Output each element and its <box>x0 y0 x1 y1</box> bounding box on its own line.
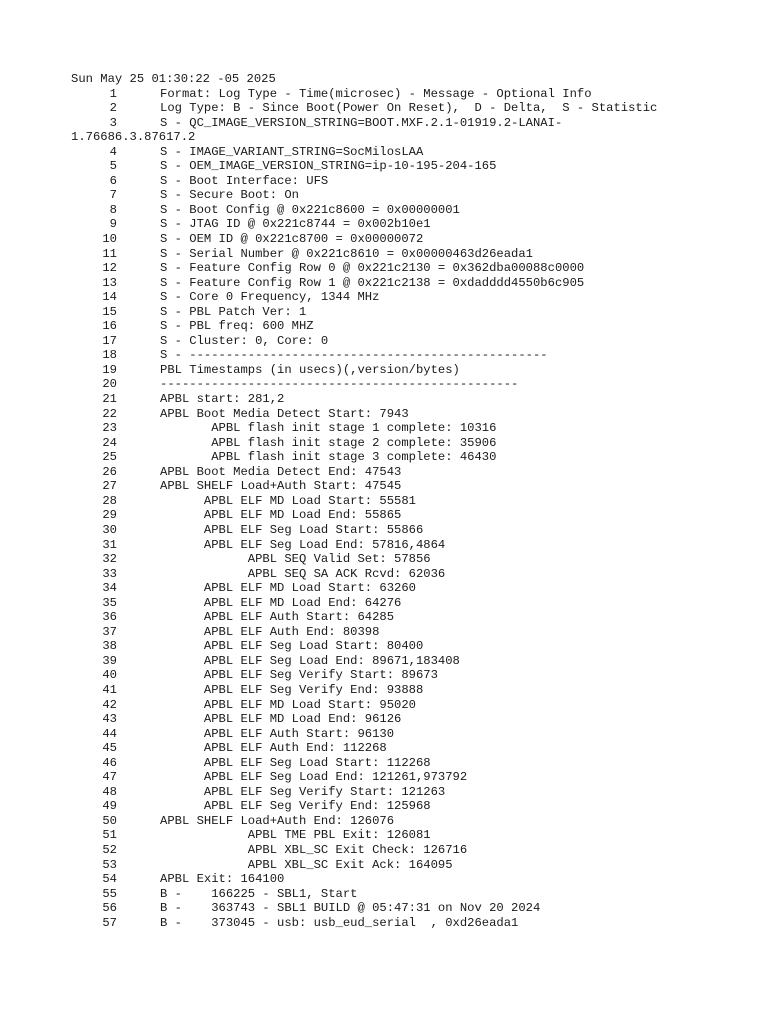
log-entry-text: APBL ELF Seg Load Start: 112268 <box>160 755 431 770</box>
log-line-continuation <box>71 130 751 145</box>
log-entry-text: APBL Boot Media Detect Start: 7943 <box>160 406 409 421</box>
log-entry-text: S - PBL Patch Ver: 1 <box>160 304 307 319</box>
log-entry-text: APBL TME PBL Exit: 126081 <box>160 828 431 843</box>
log-line <box>71 334 751 349</box>
line-number: 6 <box>109 173 117 188</box>
log-line <box>71 377 751 392</box>
log-line <box>71 538 751 553</box>
log-entry-text: APBL ELF Auth End: 112268 <box>160 741 387 756</box>
line-number: 50 <box>102 813 117 828</box>
log-line <box>71 436 751 451</box>
log-entry-text: Format: Log Type - Time(microsec) - Message - Optional Info <box>160 86 592 101</box>
log-line <box>71 799 751 814</box>
line-number: 14 <box>102 290 117 305</box>
log-line <box>71 217 751 232</box>
log-entry-text: APBL SEQ SA ACK Rcvd: 62036 <box>160 566 446 581</box>
log-entry-text: APBL XBL_SC Exit Check: 126716 <box>160 842 468 857</box>
log-line <box>71 683 751 698</box>
line-number: 28 <box>102 493 117 508</box>
log-line <box>71 828 751 843</box>
log-entry-text: APBL flash init stage 2 complete: 35906 <box>160 435 497 450</box>
line-number: 34 <box>102 581 117 596</box>
log-entry-text: APBL start: 281,2 <box>160 392 285 407</box>
log-line <box>71 116 751 131</box>
line-number: 53 <box>102 857 117 872</box>
log-entry-text: APBL Exit: 164100 <box>160 872 285 887</box>
line-number: 36 <box>102 610 117 625</box>
line-number: 33 <box>102 566 117 581</box>
log-entry-text: APBL ELF Seg Load End: 121261,973792 <box>160 770 468 785</box>
log-entry-wrapped-text: 1.76686.3.87617.2 <box>71 130 196 145</box>
log-line <box>71 276 751 291</box>
line-number: 32 <box>102 552 117 567</box>
log-entry-text: S - Feature Config Row 0 @ 0x221c2130 = 0x362dba00088c0000 <box>160 261 585 276</box>
log-line <box>71 552 751 567</box>
line-number: 38 <box>102 639 117 654</box>
log-line <box>71 887 751 902</box>
log-line <box>71 727 751 742</box>
log-line <box>71 392 751 407</box>
log-entry-text: S - Boot Interface: UFS <box>160 173 329 188</box>
log-entry-text: S - Cluster: 0, Core: 0 <box>160 333 329 348</box>
log-line <box>71 596 751 611</box>
log-line <box>71 203 751 218</box>
log-line <box>71 843 751 858</box>
log-line <box>71 305 751 320</box>
log-line <box>71 87 751 102</box>
log-line <box>71 247 751 262</box>
log-entry-text: S - Serial Number @ 0x221c8610 = 0x00000463d26eada1 <box>160 246 533 261</box>
log-entry-text: APBL ELF Seg Verify Start: 121263 <box>160 784 446 799</box>
log-line <box>71 814 751 829</box>
line-number: 31 <box>102 537 117 552</box>
log-entry-text: APBL flash init stage 1 complete: 10316 <box>160 421 497 436</box>
log-line <box>71 479 751 494</box>
log-line <box>71 290 751 305</box>
log-line <box>71 523 751 538</box>
line-number: 21 <box>102 392 117 407</box>
log-line <box>71 654 751 669</box>
log-entry-text: APBL ELF MD Load Start: 55581 <box>160 493 416 508</box>
line-number: 52 <box>102 842 117 857</box>
log-entry-text: APBL ELF Auth End: 80398 <box>160 624 380 639</box>
line-number: 40 <box>102 668 117 683</box>
log-entry-text: APBL ELF MD Load Start: 95020 <box>160 697 416 712</box>
log-entry-text: Log Type: B - Since Boot(Power On Reset), D - Delta, S - Statistic <box>160 101 658 116</box>
log-line <box>71 756 751 771</box>
line-number: 7 <box>109 188 117 203</box>
log-line <box>71 625 751 640</box>
line-number: 1 <box>109 86 117 101</box>
timestamp-header: Sun May 25 01:30:22 -05 2025 <box>71 72 276 86</box>
log-entry-text: S - Feature Config Row 1 @ 0x221c2138 = 0xdadddd4550b6c905 <box>160 275 585 290</box>
line-number: 54 <box>102 872 117 887</box>
line-number: 4 <box>109 144 117 159</box>
line-number: 37 <box>102 624 117 639</box>
log-entry-text: B - 373045 - usb: usb_eud_serial , 0xd26eada1 <box>160 915 519 930</box>
line-number: 27 <box>102 479 117 494</box>
line-number: 46 <box>102 755 117 770</box>
log-entry-text: APBL SHELF Load+Auth End: 126076 <box>160 813 395 828</box>
log-line <box>71 581 751 596</box>
line-number: 29 <box>102 508 117 523</box>
line-number: 25 <box>102 450 117 465</box>
line-number: 55 <box>102 886 117 901</box>
line-number: 39 <box>102 653 117 668</box>
log-entry-text: S - OEM_IMAGE_VERSION_STRING=ip-10-195-204-165 <box>160 159 497 174</box>
log-entry-text: S - QC_IMAGE_VERSION_STRING=BOOT.MXF.2.1-01919.2-LANAI- <box>160 115 563 130</box>
log-entry-text: APBL ELF Seg Verify End: 93888 <box>160 682 424 697</box>
log-line <box>71 261 751 276</box>
log-entry-text: APBL XBL_SC Exit Ack: 164095 <box>160 857 453 872</box>
log-line <box>71 159 751 174</box>
log-entry-text: S - Secure Boot: On <box>160 188 299 203</box>
log-line <box>71 174 751 189</box>
log-line <box>71 232 751 247</box>
line-number: 9 <box>109 217 117 232</box>
log-line <box>71 421 751 436</box>
log-entry-text: S - Boot Config @ 0x221c8600 = 0x00000001 <box>160 202 460 217</box>
log-entry-text: S - Core 0 Frequency, 1344 MHz <box>160 290 380 305</box>
log-entry-text: APBL Boot Media Detect End: 47543 <box>160 464 402 479</box>
log-line <box>71 567 751 582</box>
log-line <box>71 698 751 713</box>
line-number: 15 <box>102 304 117 319</box>
log-line <box>71 363 751 378</box>
log-entry-text: APBL ELF Auth Start: 64285 <box>160 610 395 625</box>
log-line <box>71 785 751 800</box>
log-entry-text: APBL ELF Seg Load Start: 55866 <box>160 522 424 537</box>
line-number: 42 <box>102 697 117 712</box>
log-line <box>71 639 751 654</box>
line-number: 44 <box>102 726 117 741</box>
line-number: 45 <box>102 741 117 756</box>
line-number: 51 <box>102 828 117 843</box>
log-entry-text: B - 363743 - SBL1 BUILD @ 05:47:31 on Nov 20 2024 <box>160 901 541 916</box>
log-entry-text: S - OEM ID @ 0x221c8700 = 0x00000072 <box>160 232 424 247</box>
line-number: 13 <box>102 275 117 290</box>
line-number: 48 <box>102 784 117 799</box>
line-number: 2 <box>109 101 117 116</box>
log-line <box>71 508 751 523</box>
log-line <box>71 858 751 873</box>
log-entry-text: APBL ELF Seg Load End: 57816,4864 <box>160 537 446 552</box>
log-line <box>71 916 751 931</box>
log-entry-text: S - ------------------------------------------------- <box>160 348 548 363</box>
log-line <box>71 712 751 727</box>
line-number: 22 <box>102 406 117 421</box>
log-entry-text: APBL ELF MD Load Start: 63260 <box>160 581 416 596</box>
log-entry-text: APBL ELF MD Load End: 96126 <box>160 712 402 727</box>
log-line <box>71 668 751 683</box>
log-entry-text: APBL ELF MD Load End: 55865 <box>160 508 402 523</box>
line-number: 8 <box>109 202 117 217</box>
line-number: 23 <box>102 421 117 436</box>
log-line <box>71 465 751 480</box>
log-line <box>71 319 751 334</box>
log-line <box>71 450 751 465</box>
line-number: 10 <box>102 232 117 247</box>
log-entry-text: APBL ELF Seg Load Start: 80400 <box>160 639 424 654</box>
line-number: 35 <box>102 595 117 610</box>
line-number: 49 <box>102 799 117 814</box>
log-line <box>71 741 751 756</box>
log-entry-text: S - JTAG ID @ 0x221c8744 = 0x002b10e1 <box>160 217 431 232</box>
log-entry-text: APBL SHELF Load+Auth Start: 47545 <box>160 479 402 494</box>
log-document <box>71 72 751 930</box>
line-number: 26 <box>102 464 117 479</box>
line-number: 57 <box>102 915 117 930</box>
line-number: 24 <box>102 435 117 450</box>
log-entry-text: APBL ELF Seg Verify Start: 89673 <box>160 668 438 683</box>
line-number: 5 <box>109 159 117 174</box>
log-header <box>71 72 751 87</box>
log-lines <box>71 87 751 931</box>
log-entry-text: S - PBL freq: 600 MHZ <box>160 319 314 334</box>
line-number: 19 <box>102 362 117 377</box>
log-line <box>71 348 751 363</box>
log-line <box>71 188 751 203</box>
log-entry-text: APBL SEQ Valid Set: 57856 <box>160 552 431 567</box>
log-entry-text: APBL ELF Seg Load End: 89671,183408 <box>160 653 460 668</box>
line-number: 16 <box>102 319 117 334</box>
log-entry-text: APBL ELF Seg Verify End: 125968 <box>160 799 431 814</box>
line-number: 56 <box>102 901 117 916</box>
line-number: 43 <box>102 712 117 727</box>
line-number: 12 <box>102 261 117 276</box>
log-line <box>71 407 751 422</box>
log-entry-text: APBL ELF Auth Start: 96130 <box>160 726 395 741</box>
log-line <box>71 901 751 916</box>
line-number: 30 <box>102 522 117 537</box>
log-line <box>71 770 751 785</box>
line-number: 20 <box>102 377 117 392</box>
log-line <box>71 610 751 625</box>
log-entry-text: APBL ELF MD Load End: 64276 <box>160 595 402 610</box>
log-line <box>71 494 751 509</box>
log-line <box>71 101 751 116</box>
line-number: 41 <box>102 682 117 697</box>
log-entry-text: ------------------------------------------------- <box>160 377 519 392</box>
line-number: 11 <box>102 246 117 261</box>
log-line <box>71 872 751 887</box>
log-entry-text: S - IMAGE_VARIANT_STRING=SocMilosLAA <box>160 144 424 159</box>
line-number: 18 <box>102 348 117 363</box>
line-number: 17 <box>102 333 117 348</box>
log-entry-text: B - 166225 - SBL1, Start <box>160 886 358 901</box>
log-entry-text: PBL Timestamps (in usecs)(,version/bytes) <box>160 362 460 377</box>
log-line <box>71 145 751 160</box>
line-number: 47 <box>102 770 117 785</box>
log-entry-text: APBL flash init stage 3 complete: 46430 <box>160 450 497 465</box>
line-number: 3 <box>109 115 117 130</box>
